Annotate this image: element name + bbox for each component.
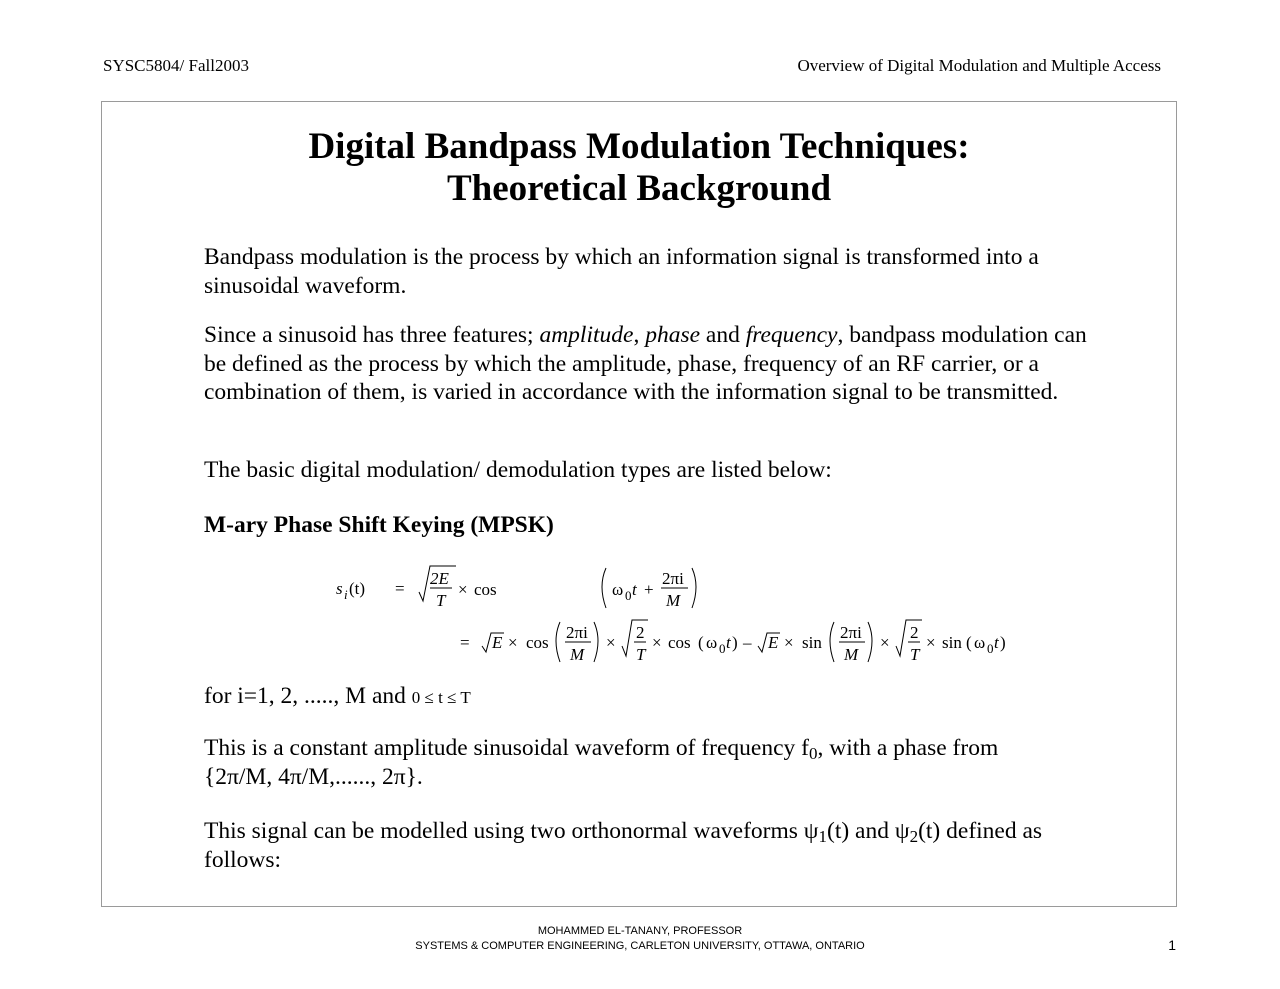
title-line-2: Theoretical Background [446, 168, 832, 209]
paragraph-orthonormal: This signal can be modelled using two orthonormal waveforms $\psi_1(t)$ and $\psi_2(t)$ defined as follows: [204, 818, 1043, 873]
title-line-1: Digital Bandpass Modulation Techniques: [308, 126, 970, 167]
eq-omega-3: ω [974, 633, 986, 652]
eq-2pii-3: 2πi [840, 623, 862, 642]
paragraph-range: for i=1, 2, ....., M and 0 ≤ t ≤ T [204, 683, 471, 709]
footer-author: MOHAMMED EL-TANANY, PROFESSOR [537, 925, 743, 937]
svg-text:(: ( [966, 633, 972, 652]
term-amplitude: amplitude [539, 322, 634, 348]
header-topic: Overview of Digital Modulation and Multiple Access [797, 56, 1161, 75]
eq-cos-2: cos [526, 633, 549, 652]
eq-two-1: 2 [636, 623, 645, 642]
eq-times-2: × [508, 633, 518, 652]
eq-T-3: T [910, 645, 920, 664]
eq-sqrtE-1: E [492, 633, 503, 652]
term-phase: phase [645, 322, 701, 348]
paragraph-constant-amplitude: This is a constant amplitude sinusoidal waveform of frequency $f_0$, with a phase from {2π/M, 4π/M,......, 2π}. [204, 735, 999, 790]
eq-times-4: × [652, 633, 662, 652]
eq-M-2: M [570, 645, 585, 664]
section-heading-mpsk: M-ary Phase Shift Keying (MPSK) [204, 512, 554, 538]
eq-times-6: × [880, 633, 890, 652]
eq-times-7: × [926, 633, 936, 652]
eq-equals-2: = [460, 633, 470, 652]
eq-sin-1: sin [802, 633, 822, 652]
eq-M-3: M [844, 645, 859, 664]
eq-t-1: t [632, 580, 637, 599]
eq-times-3: × [606, 633, 616, 652]
eq-plus: + [644, 580, 654, 599]
eq-T-1: T [436, 591, 446, 610]
eq-times-5: × [784, 633, 794, 652]
eq-t-2: t [726, 633, 731, 652]
range-expression: 0 ≤ t ≤ T [411, 688, 471, 707]
eq-zero-2: 0 [719, 641, 726, 656]
eq-sqrtE-2: E [768, 633, 779, 652]
eq-cos-1: cos [474, 580, 497, 599]
eq-M-1: M [666, 591, 681, 610]
eq-two-2: 2 [910, 623, 919, 642]
mpsk-equation-tail [942, 622, 1022, 662]
eq-zero-3: 0 [987, 641, 994, 656]
eq-2pii-1: 2πi [662, 569, 684, 588]
eq-times-1: × [458, 580, 468, 599]
eq-2E: 2E [430, 569, 449, 588]
slide-frame [101, 101, 1177, 907]
svg-text:): ) [1000, 633, 1006, 652]
eq-paren-close-1: ) [732, 633, 738, 652]
phase-set: {2π/M, 4π/M,......, 2π}. [204, 763, 423, 790]
eq-lhs-arg: (t) [349, 579, 366, 598]
header-course: SYSC5804/ Fall2003 [103, 56, 249, 75]
eq-sin-2: sin [942, 633, 962, 652]
eq-s: s [336, 579, 343, 598]
footer-affiliation: SYSTEMS & COMPUTER ENGINEERING, CARLETON UNIVERSITY, OTTAWA, ONTARIO [415, 940, 865, 952]
paragraph-definition: Bandpass modulation is the process by which an information signal is transformed into a sinusoidal waveform. [204, 244, 1039, 299]
paragraph-features: Since a sinusoid has three features; amplitude, phase and frequency, bandpass modulation can be defined as the process by which the amplitude, phase, frequency of an RF carrier, or a combination of them, is varied in accordance with the information signal to be transmitted. [204, 322, 1087, 405]
slide-title [102, 126, 1176, 210]
eq-minus: – [743, 633, 752, 652]
term-frequency: frequency [745, 322, 838, 348]
eq-s-sub: i [344, 587, 348, 602]
eq-omega-1: ω [612, 580, 624, 599]
eq-paren-open-1: ( [698, 633, 704, 652]
paragraph-types-intro: The basic digital modulation/ demodulation types are listed below: [204, 457, 832, 483]
page-number: 1 [1168, 937, 1176, 953]
eq-T-2: T [636, 645, 646, 664]
eq-t-3: t [994, 633, 999, 652]
eq-equals-1: = [395, 579, 405, 598]
eq-zero-1: 0 [625, 588, 632, 603]
eq-omega-2: ω [706, 633, 718, 652]
eq-2pii-2: 2πi [566, 623, 588, 642]
eq-cos-3: cos [668, 633, 691, 652]
mpsk-equation [332, 562, 952, 674]
